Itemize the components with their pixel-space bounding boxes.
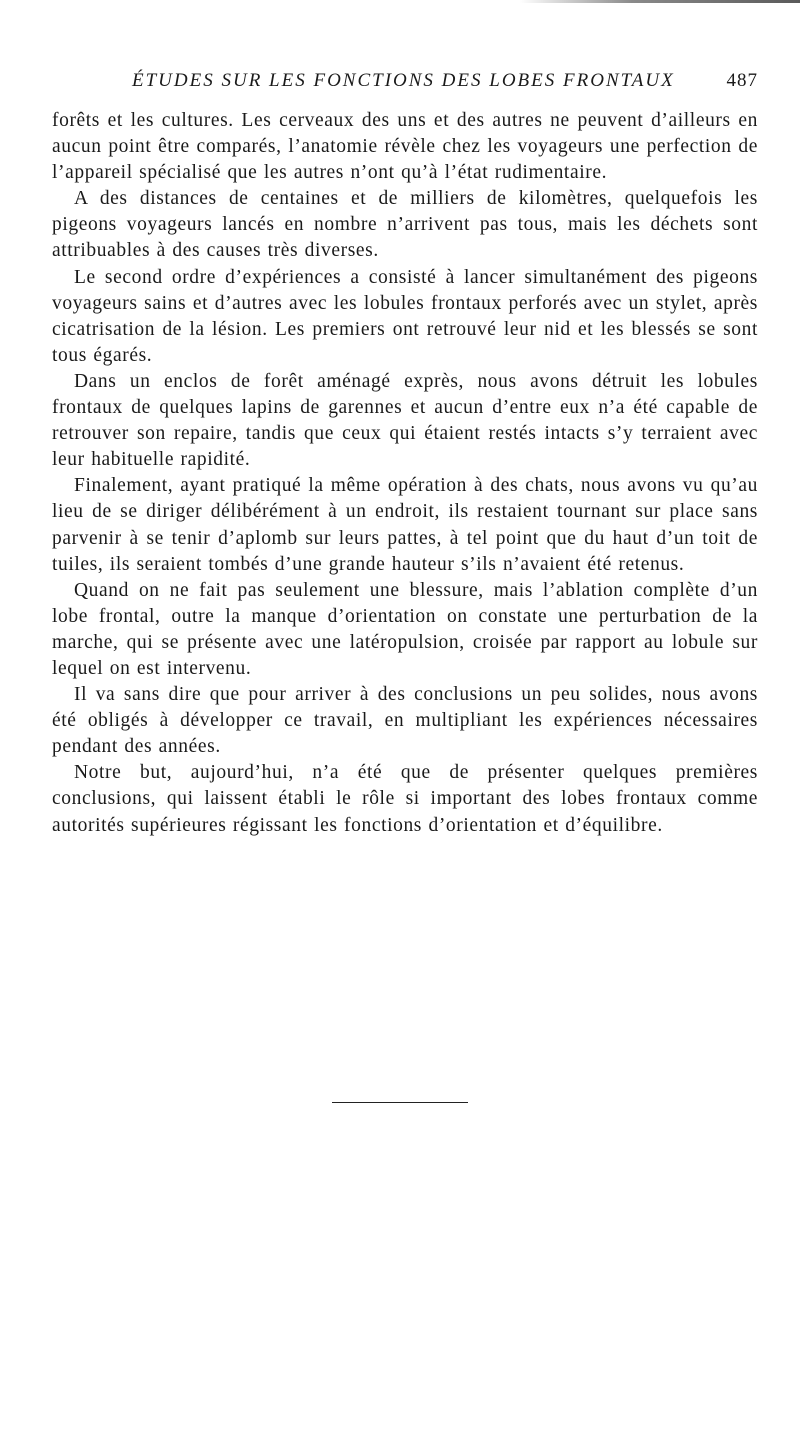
running-title: ÉTUDES SUR LES FONCTIONS DES LOBES FRONTAUX (132, 70, 675, 91)
paragraph: A des distances de centaines et de milliers de kilomètres, quelquefois les pigeons voyageurs lancés en nombre n’arrivent pas tous, mais les déchets sont attribuables à des causes très diverses. (52, 188, 758, 262)
paragraph-continued: forêts et les cultures. Les cerveaux des uns et des autres ne peuvent d’ailleurs en aucun point être comparés, l’anatomie révèle chez les voyageurs une perfection de l’appareil spécialisé que les autres n’ont qu’à l’état rudimentaire. (52, 110, 758, 184)
body-text (52, 108, 758, 839)
paragraph: Dans un enclos de forêt aménagé exprès, nous avons détruit les lobules frontaux de quelques lapins de garennes et aucun d’entre eux n’a été capable de retrouver son repaire, tandis que ceux qui étaient restés intacts s’y terraient avec leur habituelle rapidité. (52, 370, 758, 471)
paragraph: Quand on ne fait pas seulement une blessure, mais l’ablation complète d’un lobe frontal, outre la manque d’orientation on constate une perturbation de la marche, qui se présente avec une latéropulsion, croisée par rapport au lobule sur lequel on est intervenu. (52, 579, 758, 679)
paragraph: Notre but, aujourd’hui, n’a été que de présenter quelques premières conclusions, qui laissent établi le rôle si important des lobes frontaux comme autorités supérieures régissant les fonctions d’orientation et d’équilibre. (52, 762, 758, 836)
end-of-article-rule (332, 1102, 468, 1103)
paragraph: Le second ordre d’expériences a consisté à lancer simultanément des pigeons voyageurs sains et d’autres avec les lobules frontaux perforés avec un stylet, après cicatrisation de la lésion. Les premiers ont retrouvé leur nid et les blessés se sont tous égarés. (52, 266, 758, 366)
running-head (52, 70, 758, 96)
paragraph: Finalement, ayant pratiqué la même opération à des chats, nous avons vu qu’au lieu de se diriger délibérément à un endroit, ils restaient tournant sur place sans parvenir à se tenir d’aplomb sur leurs pattes, à tel point que du haut d’un toit de tuiles, ils seraient tombés d’une grande hauteur s’ils n’avaient été retenus. (52, 475, 758, 575)
page-number: 487 (726, 70, 758, 91)
scan-edge-mark (520, 0, 800, 3)
paragraph: Il va sans dire que pour arriver à des conclusions un peu solides, nous avons été obligés à développer ce travail, en multipliant les expériences nécessaires pendant des années. (52, 684, 758, 758)
